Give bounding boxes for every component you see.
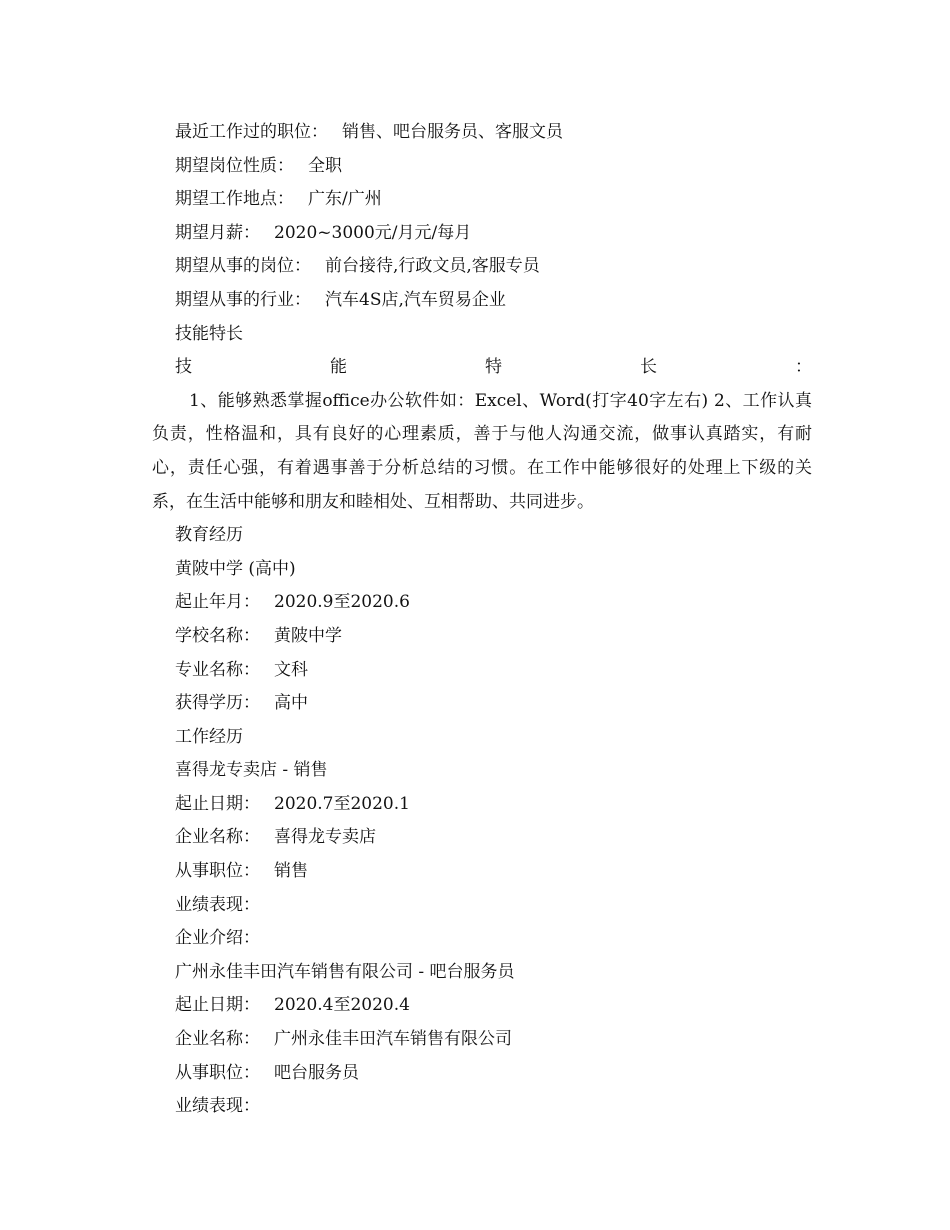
degree-row xyxy=(138,687,812,721)
skills-text: 1、能够熟悉掌握office办公软件如：Excel、Word(打字40字左右) 2、工作认真负责，性格温和，具有良好的心理素质，善于与他人沟通交流，做事认真踏实，有耐心，责任心强，有着遇事善于分析总结的习惯。在工作中能够很好的处理上下级的关系，在生活中能够和朋友和睦相处、互相帮助、共同进步。 xyxy=(152,390,812,512)
desired-positions-label: 期望从事的岗位： xyxy=(175,256,311,277)
degree-value: 高中 xyxy=(274,693,308,714)
education-period-label: 起止年月： xyxy=(175,592,260,613)
recent-positions-value: 销售、吧台服务员、客服文员 xyxy=(342,122,563,142)
job-2-period-label: 起止日期： xyxy=(175,995,260,1016)
recent-positions-row xyxy=(138,116,812,150)
job-2-company-value: 广州永佳丰田汽车销售有限公司 xyxy=(274,1029,512,1050)
location-row xyxy=(138,183,812,217)
school-label: 学校名称： xyxy=(175,625,260,646)
job-1-title: 喜得龙专卖店 - 销售 xyxy=(175,760,328,781)
job-type-value: 全职 xyxy=(308,155,342,176)
major-label: 专业名称： xyxy=(175,659,260,680)
job-1-company-value: 喜得龙专卖店 xyxy=(274,827,376,848)
education-period-value: 2020.9至2020.6 xyxy=(274,592,410,613)
education-period-row xyxy=(138,586,812,620)
salary-label: 期望月薪： xyxy=(175,222,260,243)
skills-heading: 技能特长 xyxy=(175,323,243,344)
major-row xyxy=(138,654,812,688)
school-row xyxy=(138,620,812,654)
job-2-title: 广州永佳丰田汽车销售有限公司 - 吧台服务员 xyxy=(175,961,515,982)
industry-row xyxy=(138,284,812,318)
job-1-position-value: 销售 xyxy=(274,861,308,882)
job-1-performance-label: 业绩表现： xyxy=(175,894,260,915)
job-2-position-label: 从事职位： xyxy=(175,1062,260,1083)
education-heading: 教育经历 xyxy=(175,525,243,546)
job-2-position-row xyxy=(138,1057,812,1091)
job-type-label: 期望岗位性质： xyxy=(175,155,294,176)
job-1-period-label: 起止日期： xyxy=(175,793,260,814)
job-1-intro-row xyxy=(138,922,812,956)
job-2-period-row xyxy=(138,989,812,1023)
desired-positions-row xyxy=(138,250,812,284)
education-title: 黄陂中学 (高中) xyxy=(175,558,296,579)
job-type-row xyxy=(138,150,812,184)
location-value: 广东/广州 xyxy=(308,189,382,210)
skills-paragraph xyxy=(138,351,812,519)
job-2-performance-row xyxy=(138,1090,812,1124)
major-value: 文科 xyxy=(274,659,308,680)
job-1-period-row xyxy=(138,788,812,822)
job-1-position-label: 从事职位： xyxy=(175,861,260,882)
job-1-period-value: 2020.7至2020.1 xyxy=(274,793,410,814)
job-2-company-label: 企业名称： xyxy=(175,1029,260,1050)
resume-content xyxy=(138,116,812,1124)
industry-label: 期望从事的行业： xyxy=(175,289,311,310)
job-1-performance-row xyxy=(138,889,812,923)
job-2-company-row xyxy=(138,1023,812,1057)
industry-value: 汽车4S店,汽车贸易企业 xyxy=(325,289,506,310)
school-value: 黄陂中学 xyxy=(274,625,342,646)
skills-label: 技能特长： xyxy=(175,357,812,378)
degree-label: 获得学历： xyxy=(175,693,260,714)
job-1-position-row xyxy=(138,855,812,889)
job-2-period-value: 2020.4至2020.4 xyxy=(274,995,410,1016)
job-1-intro-label: 企业介绍： xyxy=(175,928,260,949)
job-1-company-label: 企业名称： xyxy=(175,827,260,848)
work-heading: 工作经历 xyxy=(175,726,243,747)
recent-positions-label: 最近工作过的职位： xyxy=(175,122,328,142)
salary-value: 2020~3000元/月元/每月 xyxy=(274,222,472,243)
desired-positions-value: 前台接待,行政文员,客服专员 xyxy=(325,256,540,277)
salary-row xyxy=(138,217,812,251)
job-2-position-value: 吧台服务员 xyxy=(274,1062,359,1083)
job-1-company-row xyxy=(138,821,812,855)
job-2-performance-label: 业绩表现： xyxy=(175,1096,260,1117)
location-label: 期望工作地点： xyxy=(175,189,294,210)
